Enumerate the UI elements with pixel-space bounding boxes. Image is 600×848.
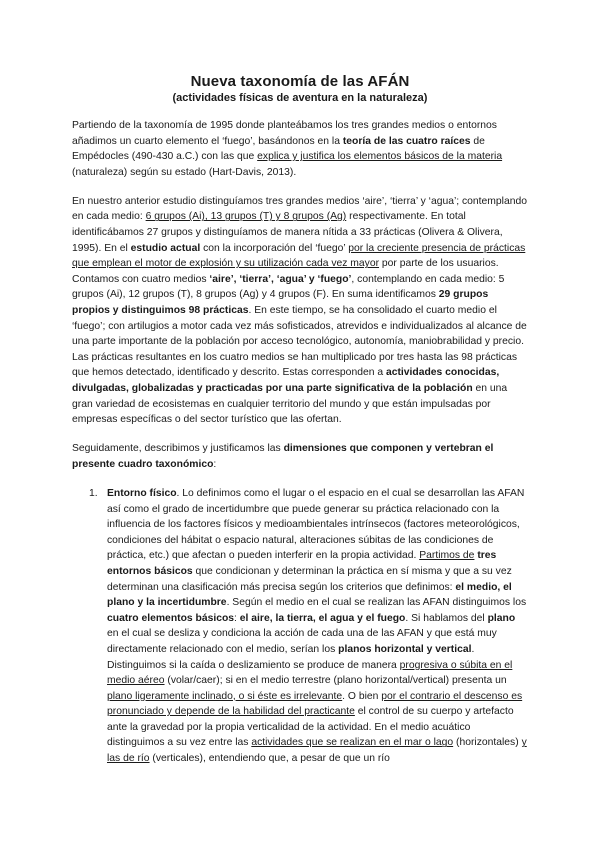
text-run: con la incorporación del ‘fuego’ [200, 242, 349, 254]
text-run: . Si hablamos del [405, 612, 488, 624]
text-run: Seguidamente, describimos y justificamos las [72, 443, 284, 455]
underlined-run: y las de río [107, 737, 527, 765]
text-run: (naturaleza) según su estado (Hart-Davis, 2013). [72, 166, 297, 178]
bold-run: cuatro elementos básicos [107, 612, 235, 624]
page-title: Nueva taxonomía de las AFÁN [190, 73, 410, 90]
text-run: , contemplando en cada medio: 5 grupos (Ai), 12 grupos (T), 8 grupos (Ag) y 4 grupos (F). En suma identificamos [72, 273, 505, 301]
underlined-run: progresiva o súbita en el medio aéreo [107, 659, 513, 687]
text-run: por parte de los usuarios. Contamos con cuatro medios [72, 258, 499, 285]
underlined-run: actividades que se realizan en el mar o lago [251, 737, 454, 749]
text-run: en una gran variedad de ecosistemas en cualquier territorio del mundo y que están impulsadas por empresas específicas o del sector turístico que las ofertan. [72, 383, 508, 426]
text-run: que condicionan y determinan la práctica en sí misma y que a su vez determinan una clasificación más precisa según los criterios que definimos: [107, 565, 512, 593]
text-run: : [213, 458, 217, 470]
text-run: En nuestro anterior estudio distinguíamos tres grandes medios ‘aire’, ‘tierra’ y ‘agua’; contemplando en cada medio: [72, 195, 527, 223]
bold-run: el medio, el plano y la incertidumbre [107, 581, 512, 609]
underlined-run: por la creciente presencia de prácticas que emplean el motor de explosión y su utilización cada vez mayor [72, 242, 526, 270]
paragraph-intro [72, 118, 528, 180]
dimensions-list [72, 486, 528, 767]
bold-run: planos horizontal y vertical [338, 643, 472, 655]
bold-run: el aire, la tierra, el agua y el fuego [239, 612, 406, 624]
underlined-run: explica y justifica los elementos básicos de la materia [257, 151, 503, 163]
underlined-run: 6 grupos (Ai), 13 grupos (T) y 8 grupos (Ag) [145, 211, 347, 223]
bold-run: 29 grupos propios y distinguimos 98 prácticas [72, 289, 489, 317]
bold-run: ‘aire’, ‘tierra’, ‘agua’ y ‘fuego’ [209, 273, 352, 285]
bold-run: Entorno físico [107, 487, 177, 499]
page-subtitle: (actividades físicas de aventura en la naturaleza) [172, 92, 428, 104]
bold-run: actividades conocidas, divulgadas, globalizadas y practicadas por una parte significativa de la población [72, 367, 500, 394]
text-run: Partiendo de la taxonomía de 1995 donde planteábamos los tres grandes medios o entornos añadimos un cuarto elemento el ‘fuego’, basándonos en la [72, 120, 497, 147]
text-run: . En este tiempo, se ha consolidado el cuarto medio el ‘fuego’; con artilugios a motor cada vez más sofisticados, atrevidos e individualizados al alcance de una parte importante de la población por acceso tecnológico, autonomía, maniobrabilidad y precio. Las prácticas resultantes en los cuatro medios se han multiplicado por tres hasta las 98 prácticas que hemos detectado, identificado y descrito. Estas corresponden a [72, 305, 527, 379]
text-run: respectivamente. En total identificábamos 27 grupos y distinguíamos de manera nítida a 33 prácticas (Olivera & Olivera, 1995). En el [72, 211, 503, 254]
paragraph-previous-study [72, 194, 528, 428]
text-run: (horizontales) [453, 737, 522, 749]
text-run: . Según el medio en el cual se realizan las AFAN distinguimos los [226, 597, 527, 609]
underlined-run: plano ligeramente inclinado, o si éste es irrelevante [107, 690, 343, 702]
underlined-run: Partimos de [419, 550, 475, 562]
text-run: en el cual se desliza y condiciona la acción de cada una de las AFAN y que está muy directamente relacionado con el medio, serían los [107, 628, 497, 655]
bold-run: teoría de las cuatro raíces [342, 135, 471, 147]
text-run: . Lo definimos como el lugar o el espacio en el cual se desarrollan las AFAN así como el grado de incertidumbre que puede generar su práctica relacionado con la influencia de los factores físicos y medioambientales intrínsecos (factores meteorológicos, condiciones del hábitat o espacio natural, alteraciones súbitas de las condiciones de práctica, etc.) que afectan o pueden interferir en la propia actividad. [107, 487, 525, 562]
text-run: . Distinguimos si la caída o deslizamiento se produce de manera [107, 643, 475, 671]
text-run: el control de su cuerpo y artefacto ante la gravedad por la propia verticalidad de la actividad. En el medio acuático distinguimos a su vez entre las [107, 706, 514, 749]
text-run: (volar/caer); si en el medio terrestre (plano horizontal/vertical) presenta un [164, 675, 507, 687]
paragraph-dimensions [72, 441, 528, 472]
text-run: de Empédocles (490-430 a.C.) con las que [72, 135, 485, 163]
bold-run: dimensiones que componen y vertebran el presente cuadro taxonómico [72, 443, 494, 470]
list-item-entorno-fisico [72, 486, 528, 767]
text-run: . O bien [342, 690, 382, 702]
underlined-run: por el contrario el descenso es pronunciado y depende de la habilidad del practicante [107, 690, 523, 718]
bold-run: estudio actual [130, 242, 201, 254]
bold-run: tres entornos básicos [107, 550, 497, 577]
text-run: : [234, 612, 240, 624]
text-run: (verticales), entendiendo que, a pesar de que un río [149, 753, 390, 765]
list-number: 1. [89, 487, 98, 499]
document-body [72, 118, 528, 767]
bold-run: plano [487, 612, 516, 624]
